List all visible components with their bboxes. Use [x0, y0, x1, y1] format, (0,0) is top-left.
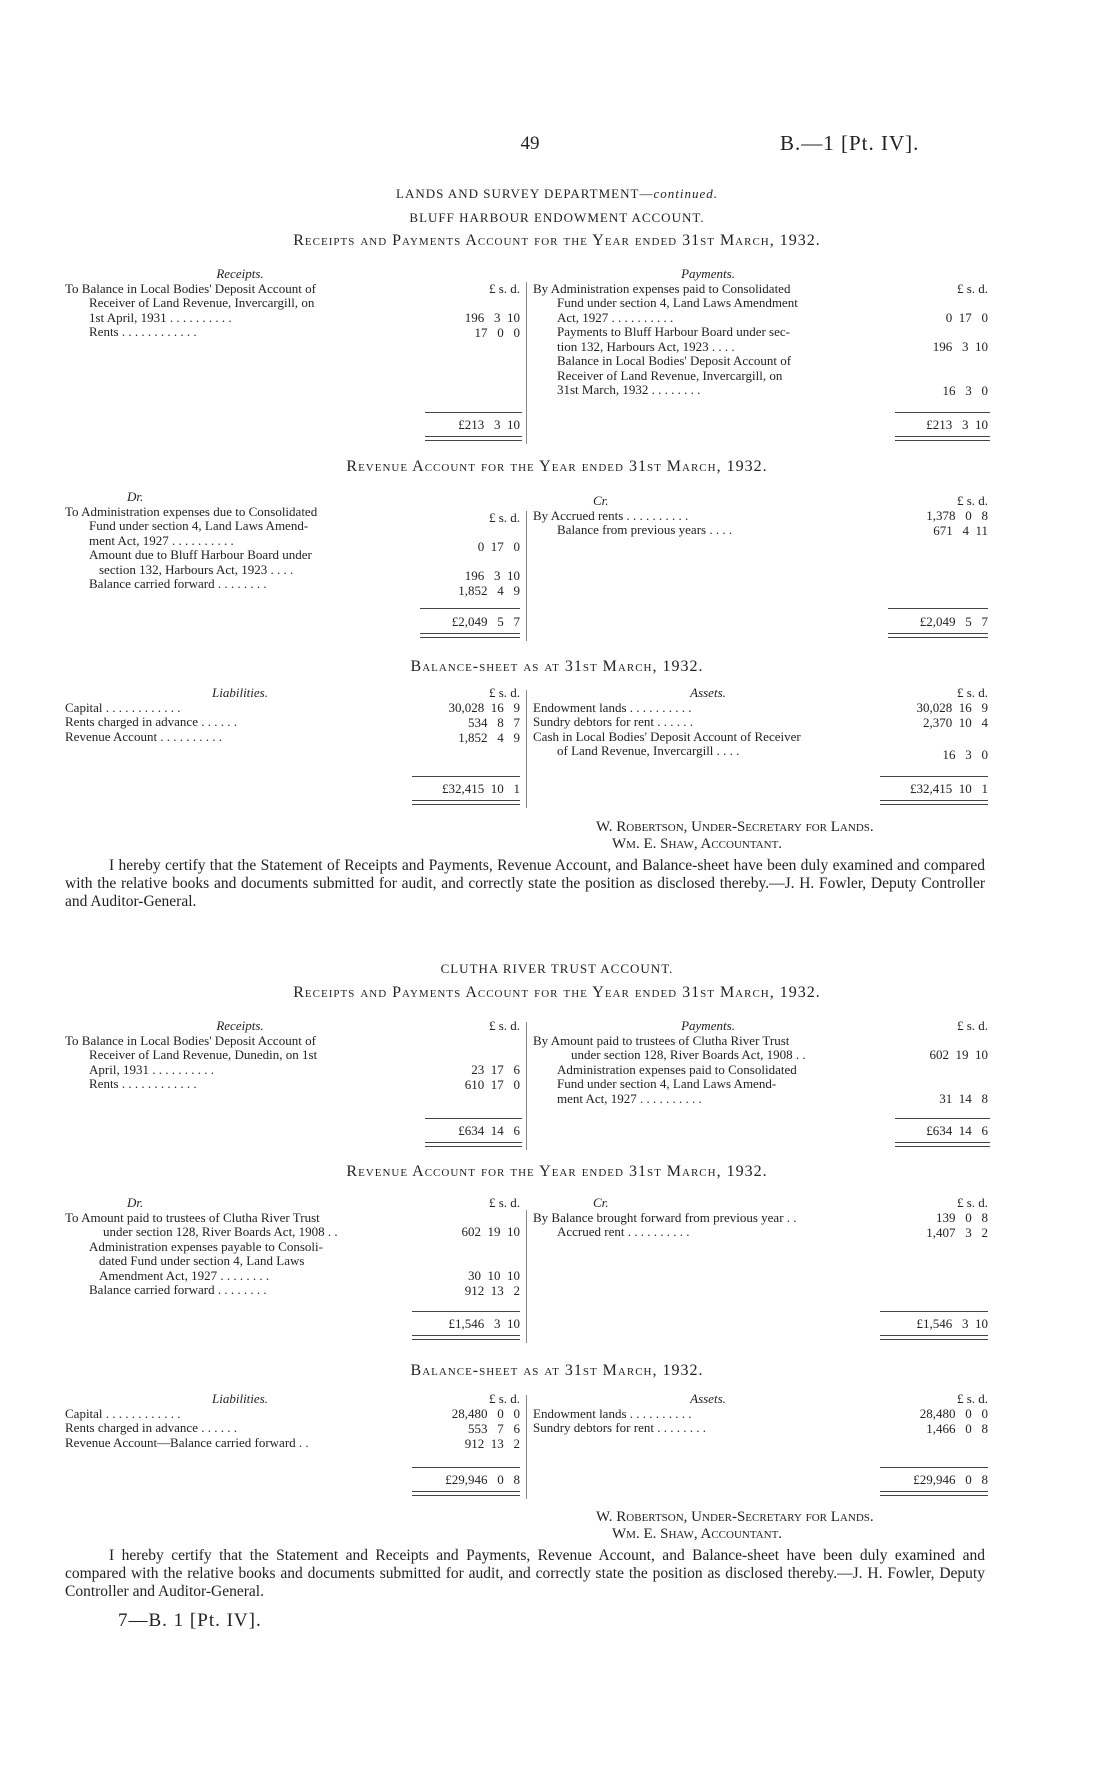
account-title-bluff: BLUFF HARBOUR ENDOWMENT ACCOUNT.	[409, 210, 705, 225]
amount: 28,480 0 0	[451, 1406, 520, 1421]
double-rule	[888, 633, 988, 638]
entry-line: Administration expenses paid to Consolidated	[557, 1061, 797, 1077]
debit-heading: Dr.	[127, 1195, 144, 1210]
amount: 16 3 0	[942, 747, 988, 762]
balance-sheet-title-2: Balance-sheet as at 31st March, 1932.	[410, 1362, 704, 1379]
amount: 28,480 0 0	[919, 1406, 988, 1421]
revenue-debit-total: £2,049 5 7	[451, 614, 520, 629]
entry-line: Receiver of Land Revenue, Invercargill, on	[557, 367, 783, 383]
revenue-credit-total: £2,049 5 7	[919, 614, 988, 629]
liabilities-total: £29,946 0 8	[445, 1472, 520, 1487]
amount: 553 7 6	[468, 1421, 520, 1436]
assets-total: £32,415 10 1	[910, 781, 988, 796]
entry-line: Rents . . . . . . . . . . . .	[89, 324, 197, 339]
entry-line: To Balance in Local Bodies' Deposit Account of	[65, 1032, 316, 1048]
column-divider	[526, 511, 527, 641]
assets-total: £29,946 0 8	[913, 1472, 988, 1487]
entry-line: section 132, Harbours Act, 1923 . . . .	[99, 561, 294, 577]
total-rule	[412, 776, 520, 777]
entry-line: Fund under section 4, Land Laws Amend-	[89, 518, 309, 533]
amount: 0 17 0	[945, 310, 988, 325]
entry-line: ment Act, 1927 . . . . . . . . . .	[557, 1090, 702, 1106]
revenue-debit-total: £1,546 3 10	[448, 1316, 520, 1331]
entry-line: Act, 1927 . . . . . . . . . .	[557, 309, 674, 325]
amount: 0 17 0	[477, 539, 520, 554]
entry-line: Accrued rent . . . . . . . . . .	[557, 1224, 690, 1239]
column-divider	[526, 1022, 527, 1150]
entry-line: Balance carried forward . . . . . . . .	[89, 576, 267, 591]
currency-heading: £ s. d.	[488, 1391, 520, 1406]
amount: 30,028 16 9	[916, 700, 988, 715]
entry-line: 31st March, 1932 . . . . . . . .	[557, 382, 701, 397]
amount: 912 13 2	[464, 1436, 520, 1451]
amount: 30 10 10	[468, 1268, 520, 1283]
column-divider	[526, 690, 527, 808]
double-rule	[895, 1142, 990, 1147]
signature-under-secretary: W. Robertson, Under-Secretary for Lands.	[596, 819, 874, 835]
payments-heading: Payments.	[681, 1018, 735, 1033]
entry-line: Sundry debtors for rent . . . . . . . .	[533, 1420, 706, 1435]
currency-heading: £ s. d.	[956, 281, 988, 296]
entry-line: Administration expenses payable to Consoli-	[89, 1238, 323, 1254]
payments-total: £634 14 6	[926, 1123, 988, 1138]
entry-line: under section 128, River Boards Act, 1908 . .	[103, 1224, 338, 1239]
amount: 16 3 0	[942, 383, 988, 398]
audit-certificate-1: I hereby certify that the Statement of Receipts and Payments, Revenue Account, and Balance-sheet have been duly examined and compared with the relative books and documents submitted for audit, and correctly state the position as disclosed thereby.—J. H. Fowler, Deputy Controller and Auditor-General.	[65, 857, 985, 910]
entry-line: Capital . . . . . . . . . . . .	[65, 1405, 181, 1421]
double-rule	[880, 1491, 988, 1496]
total-rule	[412, 1467, 520, 1468]
entry-line: Payments to Bluff Harbour Board under sec-	[557, 324, 790, 339]
amount: 610 17 0	[464, 1077, 520, 1092]
payments-column-1	[533, 267, 883, 398]
total-rule	[425, 412, 522, 413]
amount: 139 0 8	[936, 1210, 988, 1225]
amount: 31 14 8	[939, 1091, 988, 1106]
entry-line: Endowment lands . . . . . . . . . .	[533, 1405, 692, 1421]
column-divider	[526, 282, 527, 444]
double-rule	[880, 1335, 988, 1340]
signature-accountant: Wm. E. Shaw, Accountant.	[612, 1526, 783, 1542]
currency-heading: £ s. d.	[488, 510, 520, 525]
receipts-heading: Receipts.	[216, 1018, 264, 1033]
entry-line: under section 128, River Boards Act, 1908 . .	[571, 1047, 806, 1062]
entry-line: Revenue Account—Balance carried forward . .	[65, 1434, 309, 1450]
receipts-total: £634 14 6	[458, 1123, 520, 1138]
credit-heading: Cr.	[593, 1195, 609, 1210]
currency-heading: £ s. d.	[488, 281, 520, 296]
revenue-credit-column-1	[533, 494, 883, 538]
entry-line: Capital . . . . . . . . . . . .	[65, 699, 181, 715]
currency-heading: £ s. d.	[956, 1018, 988, 1033]
amount: 534 8 7	[468, 715, 520, 730]
revenue-credit-column-2	[533, 1196, 883, 1240]
currency-heading: £ s. d.	[488, 1018, 520, 1033]
entry-line: To Amount paid to trustees of Clutha River Trust	[65, 1209, 320, 1225]
amount: 196 3 10	[464, 310, 520, 325]
assets-column-1	[533, 686, 883, 759]
entry-line: Revenue Account . . . . . . . . . .	[65, 728, 223, 744]
credit-heading: Cr.	[593, 493, 609, 508]
double-rule	[412, 1491, 520, 1496]
currency-heading: £ s. d.	[488, 685, 520, 700]
receipts-heading: Receipts.	[216, 266, 264, 281]
liabilities-column-1	[65, 686, 415, 744]
entry-line: of Land Revenue, Invercargill . . . .	[557, 743, 740, 758]
signature-mark: 7—B. 1 [Pt. IV].	[118, 1610, 262, 1631]
amount: 671 4 11	[933, 523, 988, 538]
entry-line: By Accrued rents . . . . . . . . . .	[533, 507, 689, 523]
entry-line: Balance carried forward . . . . . . . .	[89, 1282, 267, 1297]
currency-heading: £ s. d.	[488, 1195, 520, 1210]
amount: 196 3 10	[932, 339, 988, 354]
double-rule	[412, 1335, 520, 1340]
signature-accountant: Wm. E. Shaw, Accountant.	[612, 836, 783, 852]
total-rule	[880, 1311, 988, 1312]
liabilities-column-2	[65, 1392, 415, 1450]
entry-line: Rents . . . . . . . . . . . .	[89, 1076, 197, 1091]
amount: 1,852 4 9	[458, 730, 520, 745]
column-divider	[526, 1210, 527, 1343]
entry-line: ment Act, 1927 . . . . . . . . . .	[89, 532, 234, 548]
amount: 1,466 0 8	[926, 1421, 988, 1436]
receipts-payments-title-1: Receipts and Payments Account for the Year ended 31st March, 1932.	[293, 232, 821, 249]
double-rule	[895, 436, 990, 441]
assets-column-2	[533, 1392, 883, 1436]
audit-certificate-2: I hereby certify that the Statement and Receipts and Payments, Revenue Account, and Balance-sheet have been duly examined and compared with the relative books and documents submitted for audit, and correctly state the position as disclosed thereby.—J. H. Fowler, Deputy Controller and Auditor-General.	[65, 1547, 985, 1600]
entry-line: To Administration expenses due to Consolidated	[65, 503, 318, 519]
revenue-debit-column-2	[65, 1196, 415, 1298]
amount: 1,378 0 8	[926, 508, 988, 523]
receipts-column-1	[65, 267, 415, 340]
entry-line: Receiver of Land Revenue, Dunedin, on 1st	[89, 1047, 318, 1062]
total-rule	[888, 608, 988, 609]
signature-under-secretary: W. Robertson, Under-Secretary for Lands.	[596, 1509, 874, 1525]
entry-line: Receiver of Land Revenue, Invercargill, on	[89, 295, 315, 310]
entry-line: 1st April, 1931 . . . . . . . . . .	[89, 309, 232, 325]
entry-line: Cash in Local Bodies' Deposit Account of Receiver	[533, 728, 801, 744]
entry-line: By Administration expenses paid to Consolidated	[533, 280, 791, 296]
account-title-clutha: CLUTHA RIVER TRUST ACCOUNT.	[440, 961, 674, 976]
entry-line: To Balance in Local Bodies' Deposit Account of	[65, 280, 316, 296]
balance-sheet-title-1: Balance-sheet as at 31st March, 1932.	[410, 658, 704, 675]
amount: 602 19 10	[461, 1224, 520, 1239]
revenue-debit-column-1	[65, 490, 415, 592]
amount: 1,407 3 2	[926, 1225, 988, 1240]
currency-heading: £ s. d.	[956, 1195, 988, 1210]
entry-line: Rents charged in advance . . . . . .	[65, 714, 237, 729]
double-rule	[425, 1142, 522, 1147]
entry-line: April, 1931 . . . . . . . . . .	[89, 1061, 214, 1077]
entry-line: Balance in Local Bodies' Deposit Account of	[557, 353, 792, 368]
document-reference: B.—1 [Pt. IV].	[780, 131, 920, 155]
amount: 602 19 10	[929, 1047, 988, 1062]
amount: 23 17 6	[471, 1062, 520, 1077]
entry-line: Fund under section 4, Land Laws Amendment	[557, 295, 798, 310]
amount: 30,028 16 9	[448, 700, 520, 715]
amount: 1,852 4 9	[458, 583, 520, 598]
total-rule	[412, 1311, 520, 1312]
amount: 17 0 0	[474, 325, 520, 340]
revenue-account-title-2: Revenue Account for the Year ended 31st March, 1932.	[346, 1163, 768, 1180]
double-rule	[420, 633, 520, 638]
total-rule	[895, 1118, 990, 1119]
total-rule	[425, 1118, 522, 1119]
entry-line: Balance from previous years . . . .	[557, 522, 733, 537]
entry-line: dated Fund under section 4, Land Laws	[99, 1253, 305, 1268]
entry-line: Amendment Act, 1927 . . . . . . . .	[99, 1267, 270, 1283]
assets-heading: Assets.	[690, 1391, 726, 1406]
entry-line: By Balance brought forward from previous year . .	[533, 1209, 797, 1225]
revenue-account-title-1: Revenue Account for the Year ended 31st March, 1932.	[346, 458, 768, 475]
entry-line: Fund under section 4, Land Laws Amend-	[557, 1076, 777, 1091]
page-number: 49	[520, 133, 540, 154]
currency-heading: £ s. d.	[956, 1391, 988, 1406]
entry-line: By Amount paid to trustees of Clutha River Trust	[533, 1032, 790, 1048]
liabilities-total: £32,415 10 1	[442, 781, 520, 796]
assets-heading: Assets.	[690, 685, 726, 700]
receipts-payments-title-2: Receipts and Payments Account for the Year ended 31st March, 1932.	[293, 984, 821, 1001]
payments-total: £213 3 10	[926, 417, 988, 432]
liabilities-heading: Liabilities.	[212, 685, 268, 700]
total-rule	[880, 776, 988, 777]
entry-line: Endowment lands . . . . . . . . . .	[533, 699, 692, 715]
total-rule	[420, 608, 520, 609]
currency-heading: £ s. d.	[956, 685, 988, 700]
double-rule	[880, 800, 988, 805]
receipts-total: £213 3 10	[458, 417, 520, 432]
payments-heading: Payments.	[681, 266, 735, 281]
revenue-credit-total: £1,546 3 10	[916, 1316, 988, 1331]
total-rule	[895, 412, 990, 413]
debit-heading: Dr.	[127, 489, 144, 504]
entry-line: tion 132, Harbours Act, 1923 . . . .	[557, 338, 735, 354]
department-title: LANDS AND SURVEY DEPARTMENT—continued.	[396, 186, 718, 201]
column-divider	[526, 1395, 527, 1499]
entry-line: Rents charged in advance . . . . . .	[65, 1420, 237, 1435]
double-rule	[412, 800, 520, 805]
currency-heading: £ s. d.	[956, 493, 988, 508]
receipts-column-2	[65, 1019, 415, 1092]
payments-column-2	[533, 1019, 883, 1106]
entry-line: Sundry debtors for rent . . . . . .	[533, 714, 693, 729]
double-rule	[425, 436, 522, 441]
entry-line: Amount due to Bluff Harbour Board under	[89, 547, 312, 562]
amount: 196 3 10	[464, 568, 520, 583]
amount: 2,370 10 4	[923, 715, 988, 730]
liabilities-heading: Liabilities.	[212, 1391, 268, 1406]
amount: 912 13 2	[464, 1283, 520, 1298]
total-rule	[880, 1467, 988, 1468]
